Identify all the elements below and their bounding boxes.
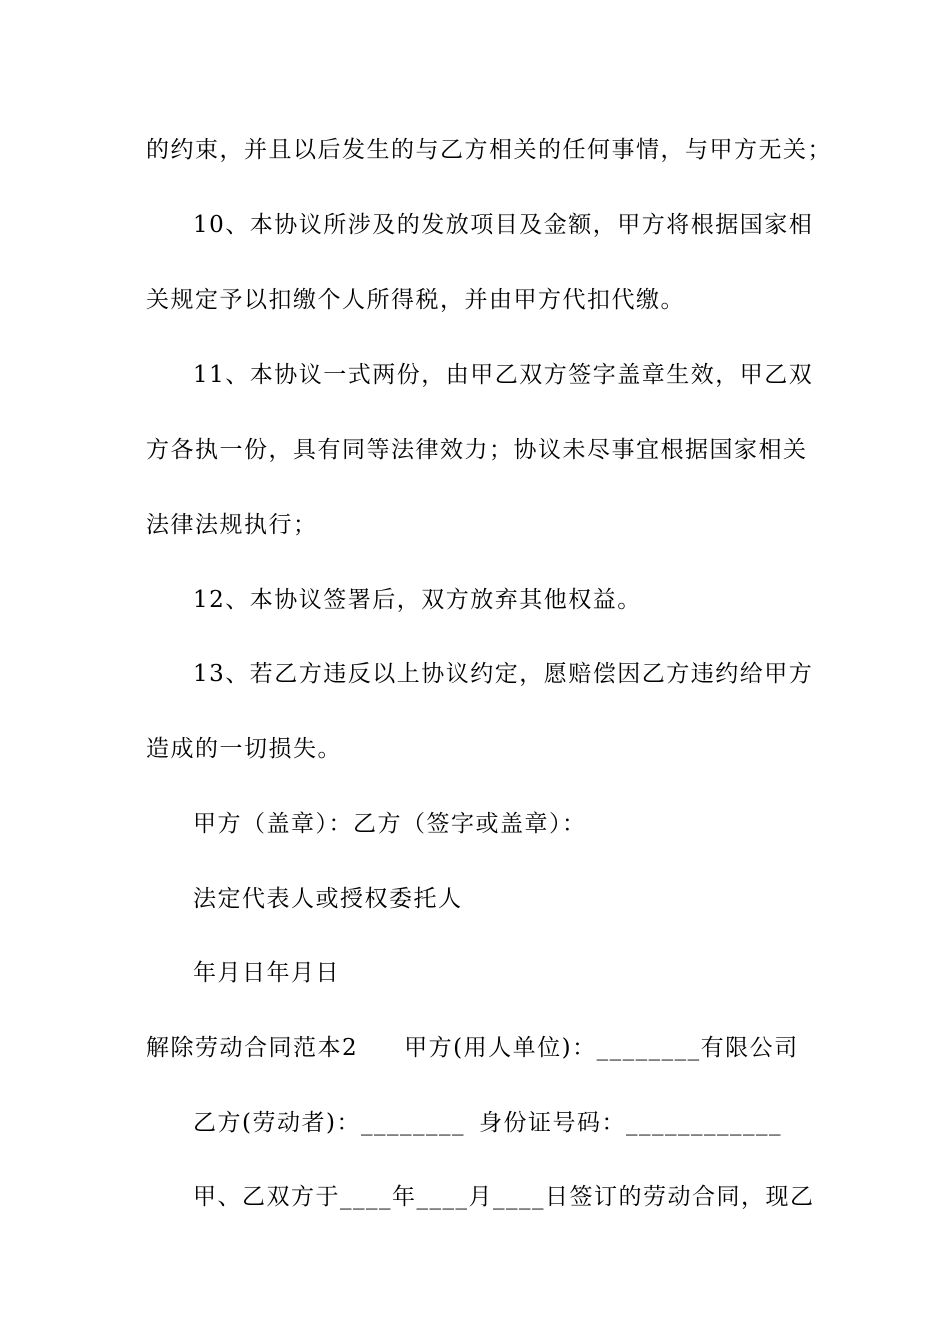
clause-13-line-2: 造成的一切损失。 xyxy=(146,736,342,762)
clause-13-line-1: 13、若乙方违反以上协议约定，愿赔偿因乙方违约给甲方 xyxy=(193,661,814,687)
legal-representative-line: 法定代表人或授权委托人 xyxy=(193,886,463,912)
party-a-label: 甲方(用人单位)： xyxy=(404,1035,597,1061)
day-blank: ____ xyxy=(493,1184,545,1210)
day-suffix: 日签订的劳动合同，现乙 xyxy=(545,1184,815,1210)
contract-intro-line xyxy=(193,1182,815,1212)
date-line: 年月日年月日 xyxy=(193,960,340,986)
party-b-label: 乙方(劳动者)： xyxy=(193,1110,361,1136)
clause-11-line-1: 11、本协议一式两份，由甲乙双方签字盖章生效，甲乙双 xyxy=(193,362,814,388)
party-b-line xyxy=(193,1108,782,1138)
party-a-blank: ________ xyxy=(596,1035,701,1061)
paragraph-line-1: 的约束，并且以后发生的与乙方相关的任何事情，与甲方无关； xyxy=(146,137,832,163)
intro-prefix: 甲、乙双方于 xyxy=(193,1184,340,1210)
clause-10-line-2: 关规定予以扣缴个人所得税，并由甲方代扣代缴。 xyxy=(146,287,685,313)
id-number-blank: ____________ xyxy=(625,1110,782,1136)
contract2-heading-line xyxy=(146,1033,799,1063)
year-blank: ____ xyxy=(340,1184,392,1210)
party-b-blank: ________ xyxy=(360,1110,465,1136)
signature-parties-line: 甲方（盖章）：乙方（签字或盖章）： xyxy=(193,811,587,837)
id-number-label: 身份证号码： xyxy=(478,1110,626,1136)
month-blank: ____ xyxy=(416,1184,469,1210)
contract2-heading: 解除劳动合同范本2 xyxy=(146,1035,359,1061)
year-label: 年 xyxy=(392,1184,417,1210)
month-label: 月 xyxy=(468,1184,493,1210)
clause-11-line-2: 方各执一份，具有同等法律效力；协议未尽事宜根据国家相关 xyxy=(146,437,808,463)
clause-12-line-1: 12、本协议签署后，双方放弃其他权益。 xyxy=(193,587,642,613)
party-a-suffix: 有限公司 xyxy=(700,1035,799,1061)
clause-11-line-3: 法律法规执行； xyxy=(146,512,318,538)
clause-10-line-1: 10、本协议所涉及的发放项目及金额，甲方将根据国家相 xyxy=(193,212,814,238)
